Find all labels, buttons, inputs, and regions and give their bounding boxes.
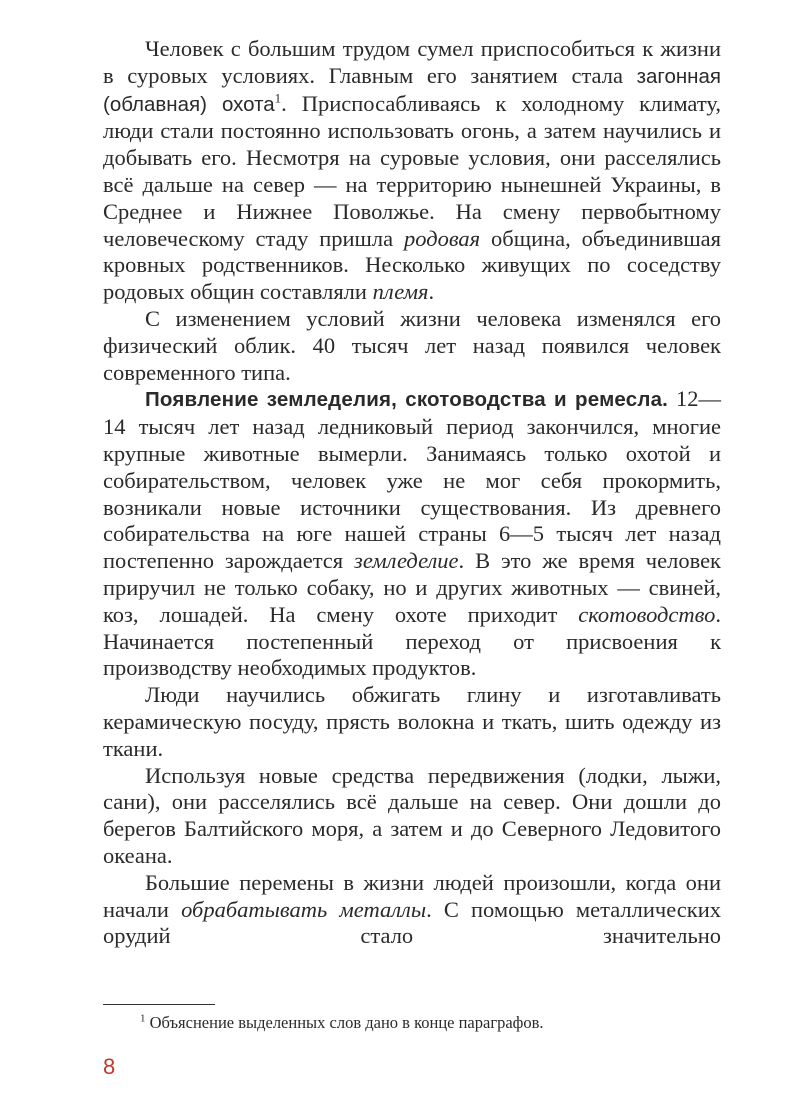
text-run: 12—14 тысяч лет назад ледниковый период закончился, многие крупные животные вымерли. Занимаясь только охотой и собирательством, человек уже не мог себя прокормить, возникали новые источники существования. Из древнего собирательства на юге нашей страны 6—5 тысяч лет назад постепенно зарождается (103, 386, 722, 574)
paragraph (103, 763, 721, 870)
text-run: . (428, 279, 435, 305)
text-run: Большие перемены в жизни людей произошли, когда они начали (103, 869, 721, 922)
main-text (103, 36, 721, 950)
paragraph (103, 306, 721, 386)
paragraph (103, 36, 721, 306)
text-run: Человек с большим трудом сумел приспособиться к жизни в суровых условиях. Главным его занятием стала (103, 36, 721, 88)
italic-term: племя (372, 279, 429, 305)
paragraph (103, 682, 721, 762)
text-run: Люди научились обжигать глину и изготавливать керамическую посуду, прясть волокна и ткать, шить одежду из ткани. (103, 682, 721, 761)
text-run: С изменением условий жизни человека изменялся его физический облик. 40 тысяч лет назад появился человек современного типа. (103, 305, 721, 385)
text-run: . Приспосабливаясь к холодному климату, люди стали постоянно использовать огонь, а затем научились и добывать его. Несмотря на суровые условия, они расселялись всё дальше на север — на территорию нынешней Украины, в Среднее и Нижнее Поволжье. На смену первобытному человеческому стаду пришла (103, 90, 721, 251)
highlighted-term: загонная (облавная) охота (103, 64, 721, 116)
page-number: 8 (103, 1054, 116, 1079)
italic-term: родовая (403, 225, 481, 251)
italic-term: скотоводство (578, 601, 716, 627)
text-run: община, объединившая кровных родственников. Несколько живущих по соседству родовых общин составляли (103, 225, 721, 305)
text-run: . Начинается постепенный переход от присвоения к производству необходимых продуктов. (103, 601, 721, 681)
footnote-mark: 1 (274, 90, 282, 106)
footnote-text: Объяснение выделенных слов дано в конце параграфов. (145, 1013, 544, 1032)
text-run: . С помощью металлических орудий стало значительно (103, 896, 722, 949)
italic-term: обрабатывать металлы (181, 896, 427, 922)
footnote (140, 1013, 720, 1033)
footnote-divider (103, 1004, 215, 1005)
italic-term: земледелие (354, 548, 459, 574)
paragraph (103, 870, 721, 950)
footnote-mark: 1 (140, 1012, 146, 1025)
text-run: . В это же время человек приручил не только собаку, но и других животных — свиней, коз, лошадей. На смену охоте приходит (103, 548, 721, 627)
paragraph (103, 386, 721, 682)
section-heading: Появление земледелия, скотоводства и ремесла. (145, 388, 669, 412)
text-run: Используя новые средства передвижения (лодки, лыжи, сани), они расселялись всё дальше на север. Они дошли до берегов Балтийского моря, а затем и до Северного Ледовитого океана. (103, 762, 721, 868)
